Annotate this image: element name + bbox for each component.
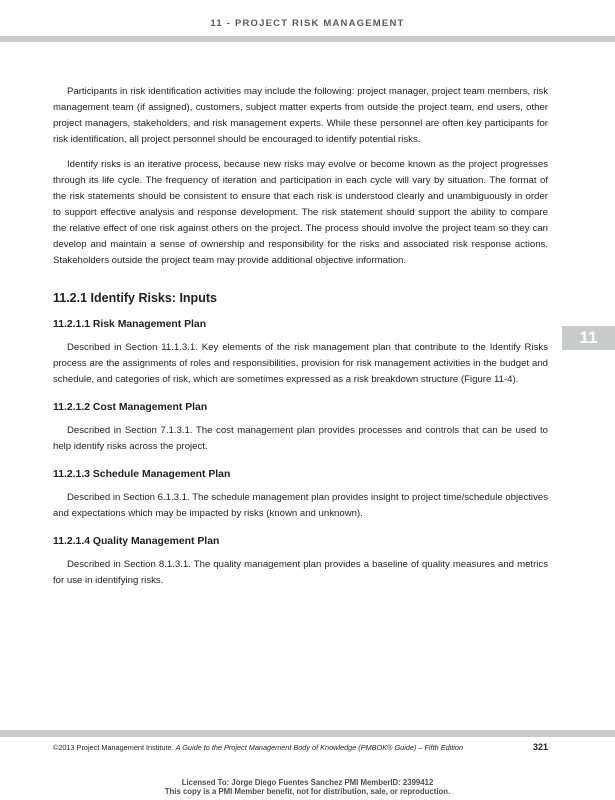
subsection-heading-quality-plan: 11.2.1.4 Quality Management Plan [53,536,220,547]
section-heading: 11.2.1 Identify Risks: Inputs [53,291,217,305]
running-header-title: 11 - PROJECT RISK MANAGEMENT [210,18,405,29]
license-line-1: Licensed To: Jorge Diego Fuentes Sanchez PMI MemberID: 2399412 [181,778,434,787]
subsection-heading-cost-plan: 11.2.1.2 Cost Management Plan [53,402,208,413]
subsection-text-cost-plan: Described in Section 7.1.3.1. The cost management plan provides processes and controls that can be used to help identify risks across the project. [53,425,548,452]
license-notice [0,779,615,796]
subsection-heading-schedule-plan: 11.2.1.3 Schedule Management Plan [53,469,231,480]
subsection-text-schedule-plan: Described in Section 6.1.3.1. The schedule management plan provides insight to project time/schedule objectives and expectations which may be impacted by risks (known and unknown). [53,492,548,519]
subsection-text-quality-plan: Described in Section 8.1.3.1. The quality management plan provides a baseline of quality measures and metrics for use in identifying risks. [53,559,548,586]
subsection-heading-risk-plan: 11.2.1.1 Risk Management Plan [53,319,207,330]
footer-copyright: ©2013 Project Management Institute. [53,743,174,752]
footer-guide-title: A Guide to the Project Management Body of Knowledge (PMBOK® Guide) – Fifth Edition [175,743,464,752]
page-header [0,0,615,40]
page-body [53,84,548,598]
header-rule [0,36,615,42]
subsection-text-risk-plan: Described in Section 11.1.3.1. Key elements of the risk management plan that contribute to the Identify Risks process are the assignments of roles and responsibilities, provision for risk management activities in the budget and schedule, and categories of risk, which are sometimes expressed as a risk breakdown structure (Figure 11-4). [53,342,548,385]
license-line-2: This copy is a PMI Member benefit, not for distribution, sale, or reproduction. [164,786,451,796]
intro-paragraph-2: Identify risks is an iterative process, because new risks may evolve or become known as the project progresses through its life cycle. The frequency of iteration and participation in each cycle will vary by situation. The format of the risk statements should be consistent to ensure that each risk is understood clearly and unambiguously in order to support effective analysis and response development. The risk statement should support the ability to compare the relative effect of one risk against others on the project. The process should involve the project team so they can develop and maintain a sense of ownership and responsibility for the risks and associated risk response actions. Stakeholders outside the project team may provide additional objective information. [53,159,548,266]
intro-paragraph-1: Participants in risk identification activities may include the following: project manager, project team members, risk management team (if assigned), customers, subject matter experts from outside the project team, end users, other project managers, stakeholders, and risk management experts. While these personnel are often key participants for risk identification, all project personnel should be encouraged to identify potential risks. [53,86,548,145]
chapter-tab: 11 [562,326,615,350]
footer-citation [53,743,463,752]
footer-rule [0,730,615,737]
page-number: 321 [532,742,548,752]
